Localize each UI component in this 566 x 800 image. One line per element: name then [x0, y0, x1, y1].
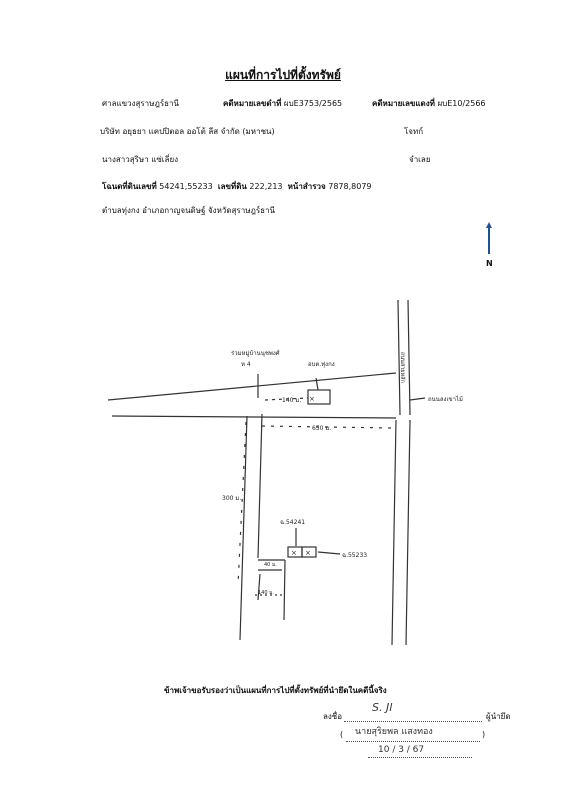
sign-date-line [368, 756, 472, 758]
right-road-east-edge [406, 420, 410, 645]
signer-name: นายสุริยพล แสงทอง [355, 727, 433, 737]
signer-name-line [346, 740, 480, 742]
defendant-name: นางสาวสุริษา แซ่เลี่ยง [102, 155, 179, 164]
signer-role: ผู้นำยึด [486, 712, 511, 721]
dist-side: 300 ม. [222, 495, 242, 502]
red-case: คดีหมายเลขแดงที่ ผบE10/2566 [372, 99, 486, 108]
signature-line [344, 712, 482, 722]
plaintiff-role: โจทก์ [404, 127, 424, 136]
dist-bottom: 140 ม. [258, 590, 275, 596]
parcel-b-label: ฉ.55233 [342, 552, 368, 559]
signature: S. Jl [372, 701, 393, 714]
road-label-arrow [410, 398, 425, 400]
main-road-top-edge [108, 373, 396, 400]
signer-name-close: ) [482, 730, 486, 739]
village-sub: ห 4 [241, 361, 251, 368]
certify-text: ข้าพเจ้าขอรับรองว่าเป็นแผนที่การไปที่ตั้งทรัพย์ที่นำยึดในคดีนี้จริง [164, 686, 387, 695]
deed-info: โฉนดที่ดินเลขที่ 54241,55233 เลขที่ดิน 222,213 หน้าสำรวจ 7878,8079 [102, 182, 372, 191]
school-label: อบต.ทุ่งกง [308, 361, 335, 368]
parcel-b-x: × [305, 549, 311, 557]
soi-east-edge [258, 414, 262, 558]
dist-top: 140 ม. [282, 397, 302, 404]
school-x: × [309, 395, 315, 403]
branch-end [284, 560, 285, 620]
village-label: ร่วมหมู่บ้านนุชพงศ์ [231, 350, 280, 357]
defendant-role: จำเลย [409, 155, 431, 164]
dist-main: 650 ม. [312, 425, 332, 432]
north-label: N [486, 259, 493, 268]
plaintiff-name: บริษัท อยุธยา แคปปิตอล ออโต้ ลีส จำกัด (มหาชน) [100, 127, 275, 136]
right-road-east-edge-upper [408, 300, 410, 415]
black-case: คดีหมายเลขดำที่ ผบE3753/2565 [223, 99, 343, 108]
location: ตำบลทุ่งกง อำเภอกาญจนดิษฐ์ จังหวัดสุราษฎร์ธานี [102, 206, 275, 215]
sign-date: 10 / 3 / 67 [378, 745, 425, 755]
parcel-a-label: ฉ.54241 [280, 519, 306, 526]
right-road-west-edge [392, 420, 396, 645]
signer-name-open: ( [340, 730, 344, 739]
road-vertical-label: ถนนสายหลัก [399, 352, 405, 383]
sign-label: ลงชื่อ [323, 712, 343, 721]
soi-west-edge [240, 416, 247, 640]
road-label: ถนนลงเขาไม้ [428, 396, 463, 403]
court-name: ศาลแขวงสุราษฎร์ธานี [102, 99, 179, 108]
parcel-a-x: × [291, 549, 297, 557]
document-title: แผนที่การไปที่ตั้งทรัพย์ [225, 68, 341, 82]
parcel-b-arrow [318, 552, 340, 554]
main-road-bottom-edge [112, 416, 396, 418]
dist-small: 40 ม. [264, 562, 277, 568]
branch-lower-soi [258, 574, 260, 600]
